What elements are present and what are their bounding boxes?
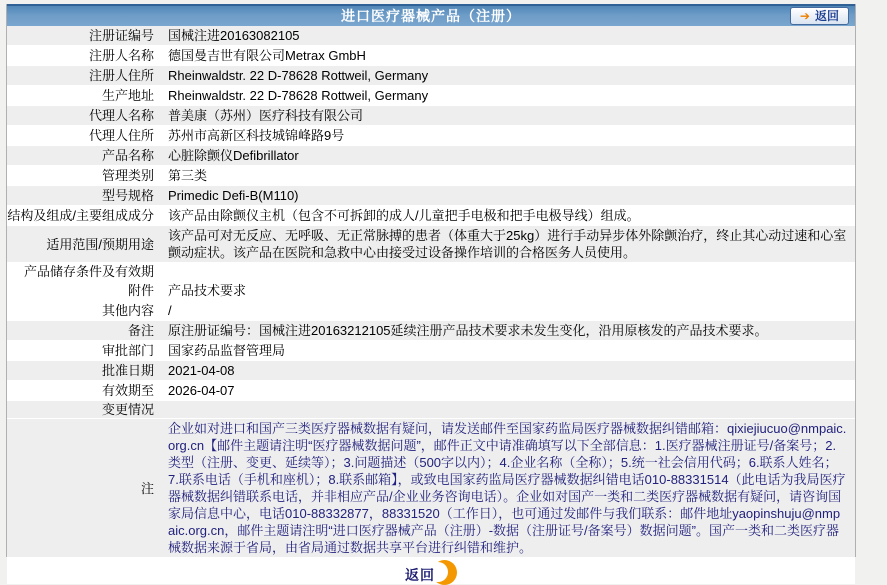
row-label: 有效期至: [101, 383, 154, 398]
row-value: 心脏除颤仪Defibrillator: [168, 148, 299, 163]
row-value: 2021-04-08: [168, 363, 235, 378]
table-row: [7, 401, 855, 419]
table-row: [7, 341, 855, 361]
table-row: [7, 106, 855, 126]
row-value: [162, 409, 855, 411]
row-label: 管理类别: [101, 168, 154, 183]
row-label: 注册证编号: [88, 28, 154, 43]
table-row: [7, 126, 855, 146]
row-label: 生产地址: [101, 88, 154, 103]
arrow-right-icon: ➔: [799, 9, 810, 23]
row-label: 注册人住所: [88, 68, 154, 83]
row-label: 产品名称: [101, 148, 154, 163]
table-row: [7, 66, 855, 86]
row-value: Rheinwaldstr. 22 D-78628 Rottweil, Germany: [168, 68, 429, 83]
detail-table: [7, 26, 855, 558]
row-value: 国械注进20163082105: [168, 28, 300, 43]
row-value: 2026-04-07: [168, 383, 235, 398]
detail-panel: [6, 4, 856, 583]
table-row: [7, 166, 855, 186]
table-row: [7, 226, 855, 263]
row-label: 变更情况: [101, 402, 154, 417]
row-value: 苏州市高新区科技城锦峰路9号: [168, 128, 345, 143]
row-value: 产品技术要求: [168, 283, 247, 298]
row-label: 注册人名称: [88, 48, 154, 63]
row-label: 代理人住所: [88, 128, 154, 143]
row-label: 适用范围/预期用途: [46, 236, 154, 252]
row-label: 附件: [127, 283, 154, 298]
table-row: [7, 281, 855, 301]
row-value: [162, 271, 855, 273]
table-row: [7, 146, 855, 166]
table-row: [7, 361, 855, 381]
back-button-label: 返回: [814, 9, 839, 23]
row-label: 备注: [127, 323, 154, 338]
back-button-bottom-label: 返回: [405, 567, 435, 583]
table-row: [7, 419, 855, 558]
title-bar: [7, 4, 855, 26]
table-row: [7, 86, 855, 106]
row-label: 产品储存条件及有效期: [23, 264, 154, 279]
row-value: Primedic Defi-B(M110): [168, 188, 299, 203]
row-label: 结构及组成/主要组成成分: [7, 208, 154, 223]
back-button-top[interactable]: [790, 7, 849, 25]
table-row: [7, 26, 855, 46]
page-title: 进口医疗器械产品（注册）: [341, 8, 521, 24]
row-value: 该产品由除颤仪主机（包含不可拆卸的成人/儿童把手电极和把手电极导线）组成。: [168, 208, 640, 223]
footer: [7, 558, 855, 584]
row-value: 国家药品监督管理局: [168, 343, 286, 358]
row-label: 注: [140, 480, 154, 496]
table-row: [7, 206, 855, 226]
table-row: [7, 301, 855, 321]
row-label: 批准日期: [101, 363, 154, 378]
row-value: 德国曼吉世有限公司Metrax GmbH: [168, 48, 366, 63]
row-label: 审批部门: [101, 343, 154, 358]
row-value: 第三类: [168, 168, 208, 183]
row-value: Rheinwaldstr. 22 D-78628 Rottweil, Germany: [168, 88, 429, 103]
table-row: [7, 321, 855, 341]
row-label: 代理人名称: [88, 108, 154, 123]
row-value: 企业如对进口和国产三类医疗器械数据有疑问，请发送邮件至国家药监局医疗器械数据纠错邮箱：qixiejiucuo@nmpaic.org.cn【邮件主题请注明“医疗器械数据问题”，邮件正文中请准确填写以下全部信息：1.医疗器械注册证号/备案号；2.类型（注册、变更、延续等）；3.问题描述（500字以内）；4.企业名称（全称）；5.统一社会信用代码；6.联系人姓名；7.联系电话（手机和座机）；8.联系邮箱】，或致电国家药监局医疗器械数据纠错电话010-88331514（此电话为我局医疗器械数据纠错联系电话，并非相应产品/企业业务咨询电话）。企业如对国产一类和二类医疗器械数据有疑问，请咨询国家局信息中心，电话010-88332877，88331520（工作日），也可通过发邮件与我们联系：邮件地址yaopinshuju@nmpaic.org.cn，邮件主题请注明“进口医疗器械产品（注册）-数据（注册证号/备案号）数据问题”。国产一类和二类医疗器械数据来源于省局，由省局通过数据共享平台进行纠错和维护。: [168, 421, 847, 555]
row-label: 型号规格: [101, 188, 154, 203]
table-row: [7, 186, 855, 206]
row-label: 其他内容: [101, 303, 154, 318]
row-value: 该产品可对无反应、无呼吸、无正常脉搏的患者（体重大于25kg）进行手动异步体外除颤治疗，终止其心动过速和心室颤动症状。该产品在医院和急救中心由接受过设备操作培训的合格医务人员使用。: [168, 228, 847, 260]
row-value: /: [168, 303, 172, 318]
table-row: [7, 46, 855, 66]
table-row: [7, 381, 855, 401]
row-value: 原注册证编号：国械注进20163212105延续注册产品技术要求未发生变化，沿用原核发的产品技术要求。: [168, 323, 768, 338]
table-row: [7, 263, 855, 281]
row-value: 普美康（苏州）医疗科技有限公司: [168, 108, 364, 123]
